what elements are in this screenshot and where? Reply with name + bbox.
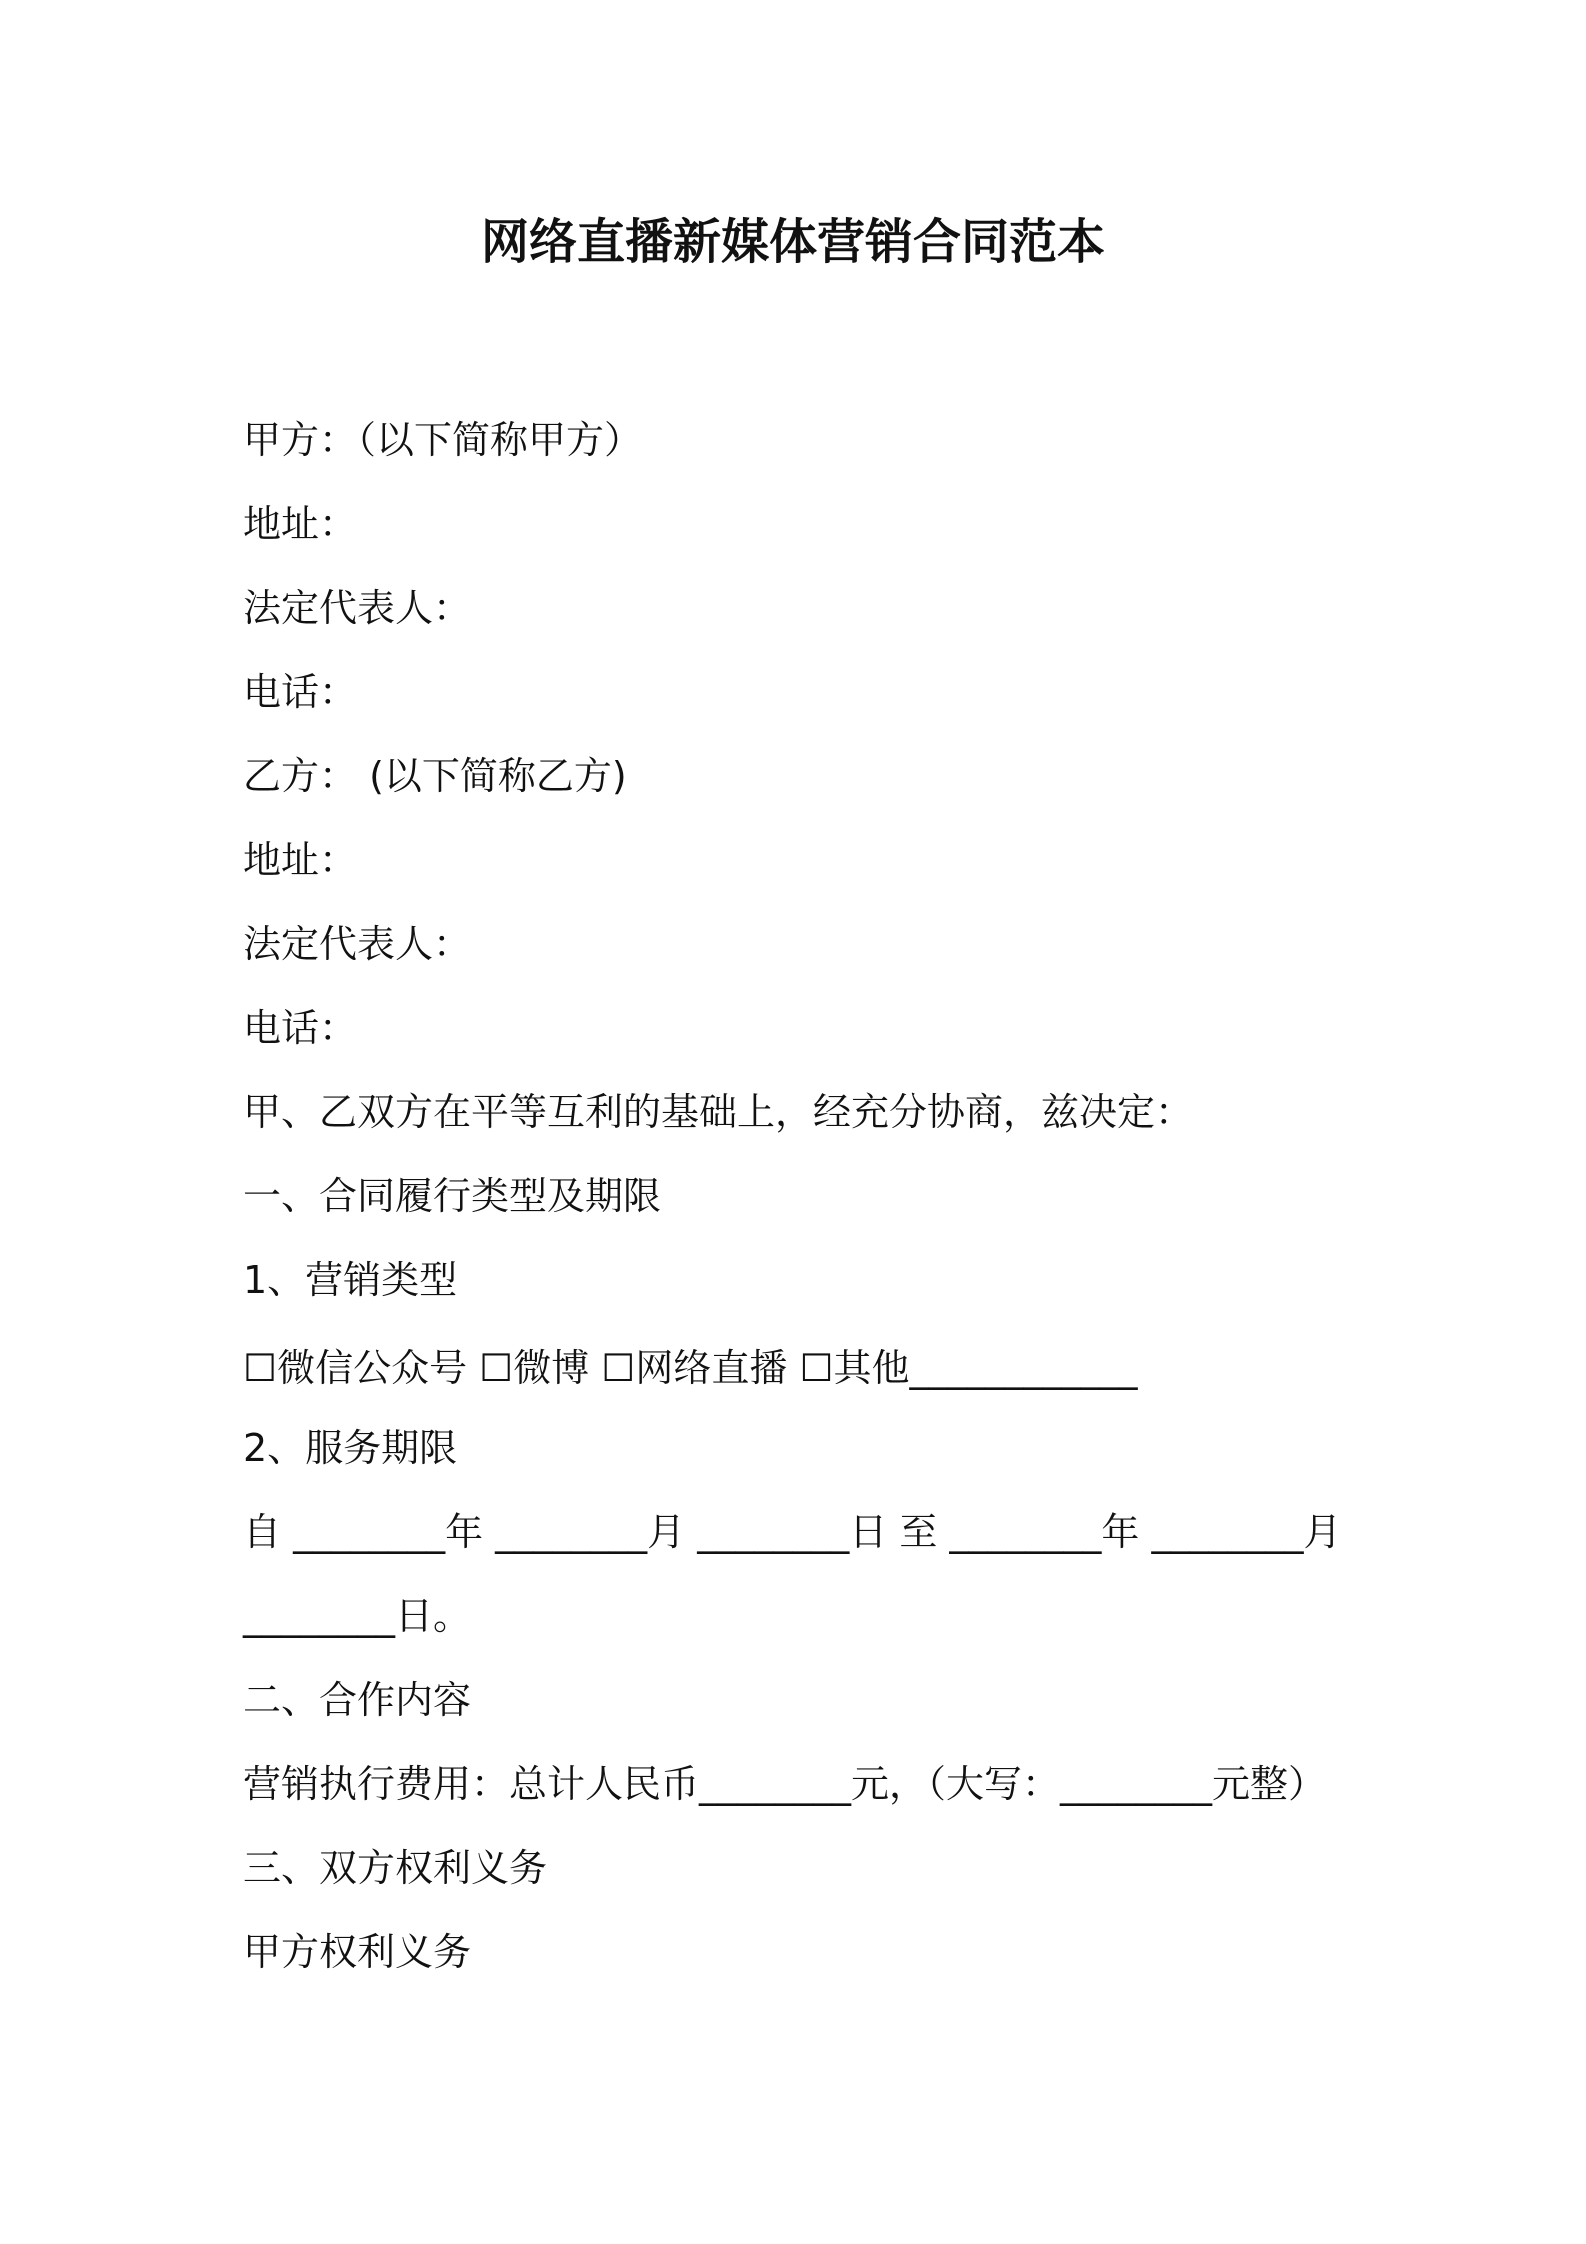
party-a-header: 甲方：（以下简称甲方） bbox=[243, 418, 643, 462]
section-1-heading: 一、合同履行类型及期限 bbox=[243, 1174, 662, 1218]
item-2-heading: 2、服务期限 bbox=[243, 1426, 458, 1470]
party-a-address: 地址： bbox=[243, 502, 358, 546]
party-b-header: 乙方： (以下简称乙方) bbox=[243, 754, 627, 798]
document-title: 网络直播新媒体营销合同范本 bbox=[480, 214, 1105, 270]
party-a-rights-heading: 甲方权利义务 bbox=[243, 1930, 472, 1974]
party-a-legal-rep: 法定代表人： bbox=[243, 586, 472, 630]
section-2-heading: 二、合作内容 bbox=[243, 1678, 472, 1722]
preamble: 甲、乙双方在平等互利的基础上，经充分协商，兹决定： bbox=[243, 1090, 1194, 1134]
party-b-legal-rep: 法定代表人： bbox=[243, 922, 472, 966]
service-period-line-1: 自 ________年 ________月 ________日 至 ________年 ________月 bbox=[243, 1510, 1342, 1554]
party-a-phone: 电话： bbox=[243, 670, 358, 714]
section-3-heading: 三、双方权利义务 bbox=[243, 1846, 548, 1890]
service-period-line-2: ________日。 bbox=[243, 1594, 472, 1638]
marketing-fee-line: 营销执行费用：总计人民币________元，（大写：________元整） bbox=[243, 1762, 1327, 1806]
party-b-phone: 电话： bbox=[243, 1006, 358, 1050]
item-1-heading: 1、营销类型 bbox=[243, 1258, 458, 1302]
marketing-type-options: ☐微信公众号 ☐微博 ☐网络直播 ☐其他____________ bbox=[243, 1346, 1138, 1390]
party-b-address: 地址： bbox=[243, 838, 358, 882]
